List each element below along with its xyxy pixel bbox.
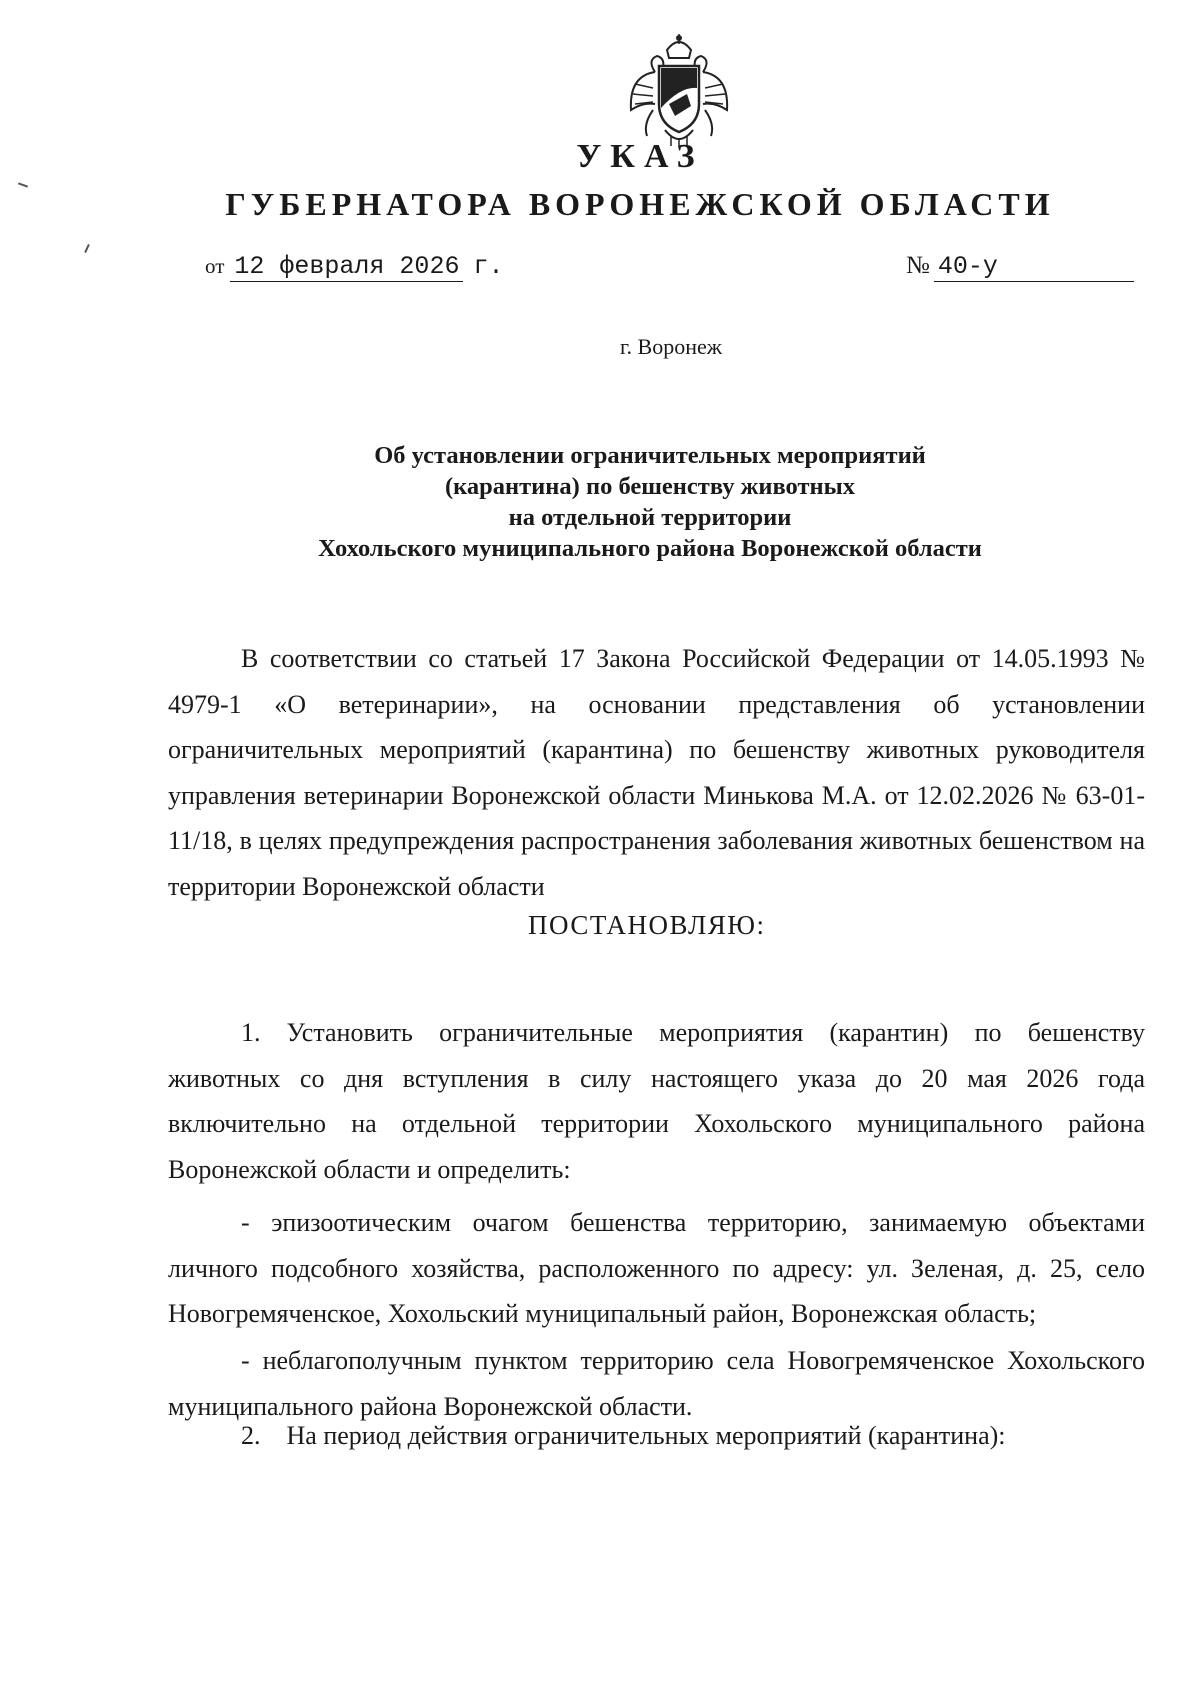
document-number: 40-у (934, 252, 1134, 282)
preamble-paragraph: В соответствии со статьей 17 Закона Российской Федерации от 14.05.1993 № 4979-1 «О ветеринарии», на основании представления об установлении ограничительных мероприятий (карантина) по бешенству животных руководителя управления ветеринарии Воронежской области Минькова М.А. от 12.02.2026 № 63-01-11/18, в целях предупреждения распространения заболевания животных бешенством на территории Воронежской области (168, 644, 1145, 901)
date-suffix: г. (473, 252, 504, 281)
issuer-title: ГУБЕРНАТОРА ВОРОНЕЖСКОЙ ОБЛАСТИ (225, 186, 1055, 222)
decree-word: ПОСТАНОВЛЯЮ: (528, 910, 766, 940)
item-1-paragraph: 1. Установить ограничительные мероприятия (карантин) по бешенству животных со дня вступления в силу настоящего указа до 20 мая 2026 года включительно на отдельной территории Хохольского муниципального района Воронежской области и определить: (168, 1018, 1145, 1184)
number-line (906, 252, 1134, 282)
item-1-subitem-2: - неблагополучным пунктом территорию села Новогремяченское Хохольского муниципального района Воронежской области. (168, 1346, 1145, 1421)
title-line: (карантина) по бешенству животных (445, 473, 855, 500)
date-line (205, 252, 503, 282)
date-prefix: от (205, 254, 225, 278)
document-title (200, 440, 1100, 564)
number-sign: № (906, 252, 930, 279)
title-line: Хохольского муниципального района Воронежской области (318, 535, 982, 562)
document-type: УКАЗ (576, 138, 704, 175)
item-2-paragraph: 2. На период действия ограничительных мероприятий (карантина): (241, 1421, 1006, 1450)
city: г. Воронеж (620, 334, 722, 359)
coat-of-arms-icon (625, 32, 733, 150)
title-line: на отдельной территории (508, 504, 792, 531)
item-1-subitem-1: - эпизоотическим очагом бешенства территорию, занимаемую объектами личного подсобного хозяйства, расположенного по адресу: ул. Зеленая, д. 25, село Новогремяченское, Хохольский муниципальный район, Воронежская область; (168, 1208, 1145, 1328)
document-date: 12 февраля 2026 (230, 252, 463, 282)
scan-mark (84, 244, 90, 253)
title-line: Об установлении ограничительных мероприятий (374, 442, 926, 469)
